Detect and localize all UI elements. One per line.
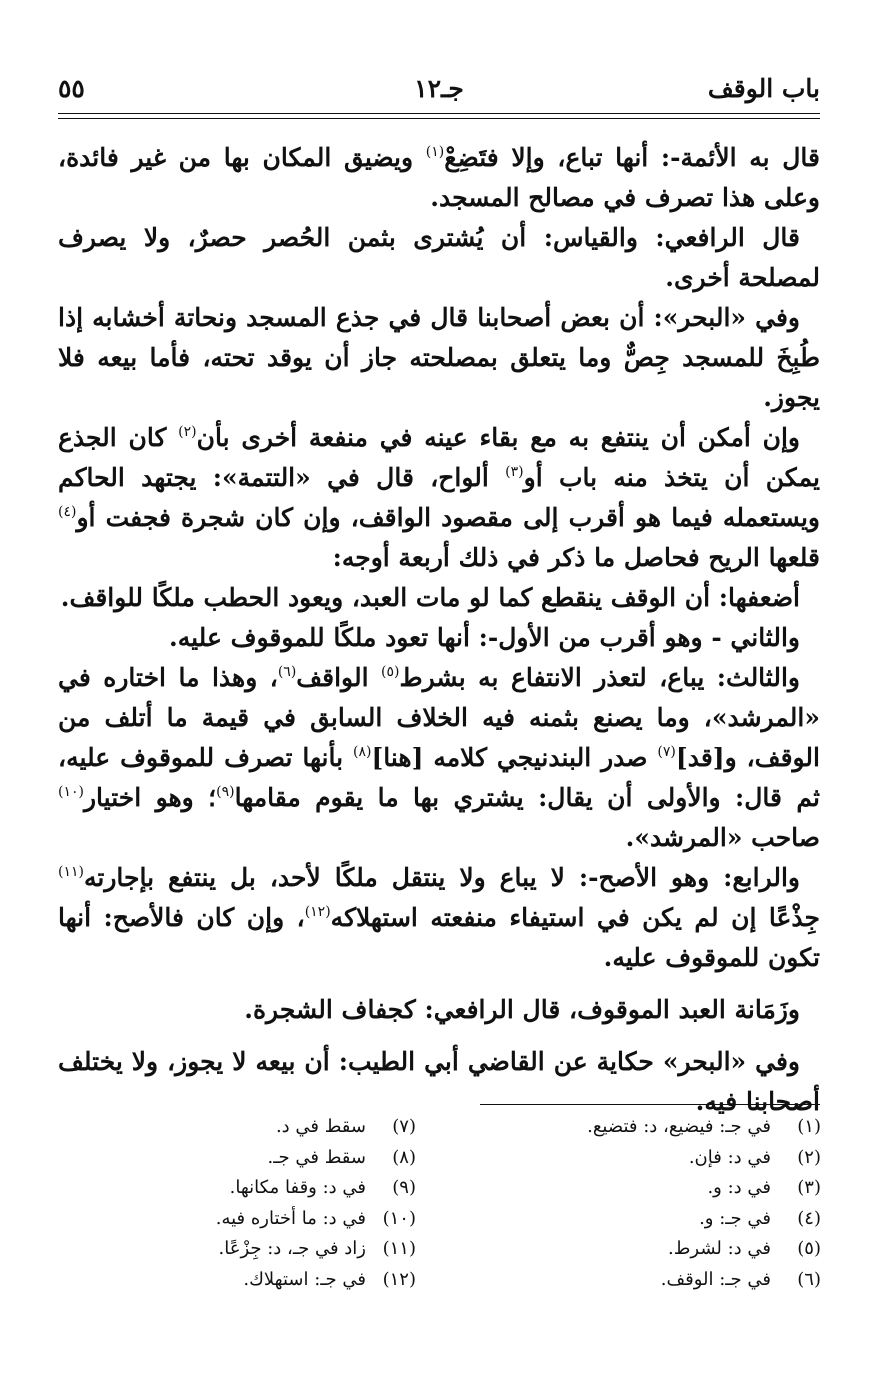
paragraph: قال الرافعي: والقياس: أن يُشترى بثمن الحُصر حصرٌ، ولا يصرف لمصلحة أخرى. [58, 223, 820, 292]
paragraph: قال به الأئمة-: أنها تباع، وإلا فتَضِعْ$^{(١)}$ ويضيق المكان بها من غير فائدة، وعلى هذا تصرف في مصالح المسجد. [58, 143, 820, 212]
paragraph: وإن أمكن أن ينتفع به مع بقاء عينه في منفعة أخرى بأن$^{(٢)}$ كان الجذع يمكن أن يتخذ منه باب أو$^{(٣)}$ ألواح، قال في «التتمة»: يجتهد الحاكم ويستعمله فيما هو أقرب إلى مقصود الواقف، وإن كان شجرة فجفت أو$^{(٤)}$ قلعها الريح فحاصل ما ذكر في ذلك أربعة أوجه: [58, 423, 820, 572]
footnote-ref: (٥) [381, 664, 400, 680]
footnote-item: (١١)زاد في جـ، د: جِزْعًا. [218, 1238, 416, 1259]
footnote-separator [480, 1104, 820, 1105]
footnotes-column-right [501, 1112, 821, 1295]
volume-label: جـ١٢ [414, 74, 464, 103]
footnote-ref: (١٠) [58, 784, 84, 800]
main-text [58, 138, 820, 1122]
header-rule-top [58, 113, 820, 114]
chapter-title: باب الوقف [707, 74, 820, 103]
footnote-ref: (٢) [178, 424, 197, 440]
paragraph: والرابع: وهو الأصح-: لا يباع ولا ينتقل ملكًا لأحد، بل ينتفع بإجارته$^{(١١)}$ جِذْعًا إن لم يكن في استيفاء منفعته استهلاكه$^{(١٢)}$، وإن كان فالأصح: أنها تكون للموقوف عليه. [58, 863, 821, 972]
footnote-ref: (٤) [58, 504, 77, 520]
footnote-ref: (٧) [657, 744, 676, 760]
paragraph: أضعفها: أن الوقف ينقطع كما لو مات العبد، ويعود الحطب ملكًا للواقف. [60, 583, 800, 612]
footnote-item: (٤)في جـ: و. [699, 1207, 821, 1229]
footnote-item: (٥)في د: لشرط. [668, 1238, 821, 1259]
footnote-item: (٨)سقط في جـ. [267, 1146, 416, 1168]
footnote-item: (٣)في د: و. [707, 1177, 821, 1198]
header-rule-bottom [58, 118, 820, 119]
footnotes-column-left [116, 1112, 416, 1295]
footnote-ref: (١١) [58, 864, 84, 880]
paragraph: والثالث: يباع، لتعذر الانتفاع به بشرط$^{(٥)}$ الواقف$^{(٦)}$، وهذا ما اختاره في «المرشد»، وما يصنع بثمنه فيه الخلاف السابق في قيمة ما أتلف من الوقف، و[قد]$^{(٧)}$ صدر البندنيجي كلامه [هنا]$^{(٨)}$ بأنها تصرف للموقوف عليه، ثم قال: والأولى أن يقال: يشتري بها ما يقوم مقامها$^{(٩)}$؛ وهو اختيار$^{(١٠)}$ صاحب «المرشد». [58, 663, 821, 852]
footnote-item: (٦)في جـ: الوقف. [660, 1268, 821, 1290]
footnote-item: (١٢)في جـ: استهلاك. [243, 1268, 416, 1290]
paragraph: وزَمَانة العبد الموقوف، قال الرافعي: كجفاف الشجرة. [244, 995, 800, 1024]
footnote-ref: (٨) [352, 744, 372, 760]
footnote-item: (١٠)في د: ما أختاره فيه. [215, 1207, 416, 1229]
footnote-item: (٧)سقط في د. [275, 1116, 416, 1137]
page-number: ٥٥ [58, 74, 85, 103]
footnote-ref: (١) [425, 144, 445, 160]
paragraph: وفي «البحر»: أن بعض أصحابنا قال في جذع المسجد ونحاتة أخشابه إذا طُبِخَ للمسجد جِصٌّ وما يتعلق بمصلحته جاز أن يوقد تحته، فأما بيعه فلا يجوز. [58, 303, 820, 412]
footnote-ref: (٣) [505, 464, 524, 480]
footnote-item: (٩)في د: وقفا مكانها. [229, 1177, 416, 1198]
page-header [58, 70, 820, 110]
footnote-item: (١)في جـ: فيضيع، د: فتضيع. [587, 1116, 821, 1137]
footnote-ref: (١٢) [304, 904, 331, 920]
paragraph: والثاني - وهو أقرب من الأول-: أنها تعود ملكًا للموقوف عليه. [169, 623, 800, 652]
footnote-ref: (٦) [277, 664, 297, 680]
paragraph: وفي «البحر» حكاية عن القاضي أبي الطيب: أن بيعه لا يجوز، ولا يختلف أصحابنا فيه. [58, 1047, 820, 1116]
footnote-item: (٢)في د: فإن. [688, 1146, 821, 1168]
footnote-ref: (٩) [216, 784, 235, 800]
